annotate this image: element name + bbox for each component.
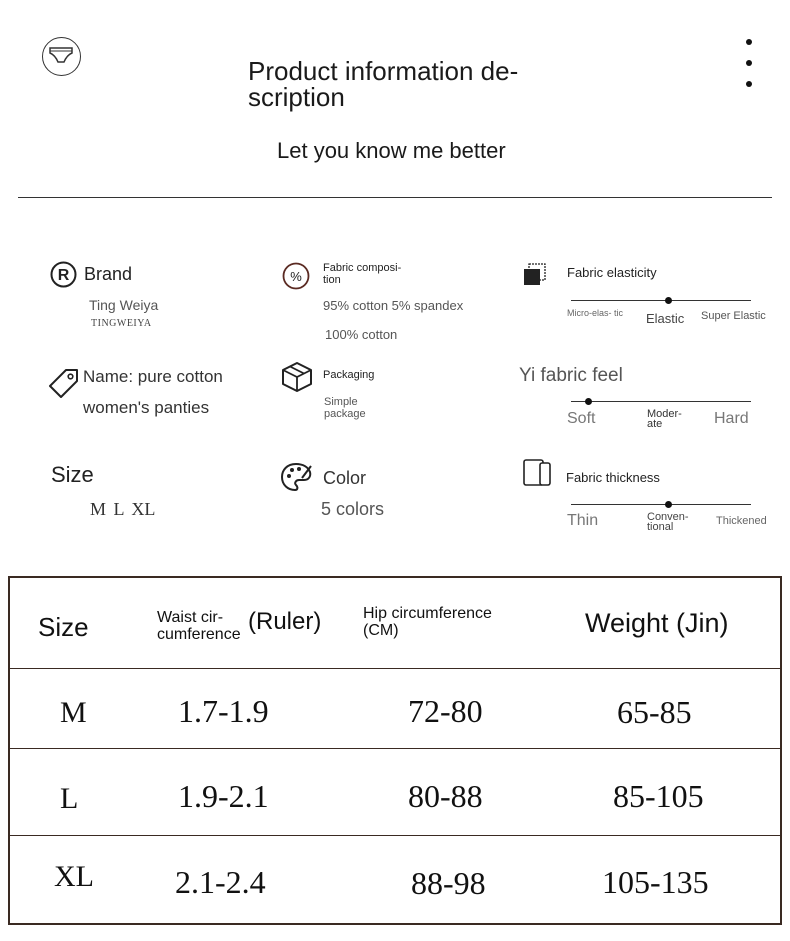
fabric-stack-icon [523, 263, 547, 292]
size-label: Size [51, 462, 94, 487]
feel-scale-line [571, 401, 751, 402]
header-divider [18, 197, 772, 198]
fabric-elasticity-label: Fabric elasticity [567, 265, 657, 280]
feel-level-3: Hard [714, 410, 749, 427]
color-label: Color [323, 468, 367, 488]
table-cell-waist: 2.1-2.4 [175, 864, 266, 900]
thickness-scale-marker [665, 501, 672, 508]
fabric-thickness-label: Fabric thickness [566, 470, 660, 485]
thickness-level-1: Thin [567, 512, 599, 529]
feel-level-1: Soft [567, 410, 596, 427]
packaging-value: Simple package [324, 396, 366, 420]
elasticity-level-2: Elastic [646, 311, 685, 326]
packaging-label: Packaging [323, 369, 375, 381]
svg-text:%: % [290, 269, 302, 284]
fabric-feel-label: Yi fabric feel [519, 365, 623, 386]
brand-label: Brand [84, 264, 133, 284]
product-name-line-2: women's panties [83, 398, 210, 417]
table-cell-waist: 1.9-2.1 [178, 778, 269, 814]
price-tag-icon [48, 367, 80, 404]
fabric-composition-value-1: 95% cotton 5% spandex [323, 298, 464, 313]
registered-icon [50, 261, 77, 293]
color-palette-icon [280, 462, 313, 497]
table-header-waist: Waist cir- cumference [157, 609, 241, 643]
svg-text:R: R [57, 267, 70, 284]
brand-logo-icon [42, 37, 81, 76]
table-cell-weight: 105-135 [602, 864, 709, 900]
table-cell-size: L [60, 782, 79, 815]
table-cell-hip: 72-80 [408, 693, 483, 729]
table-row-divider [10, 835, 780, 836]
fabric-composition-value-2: 100% cotton [325, 327, 398, 342]
table-cell-hip: 80-88 [408, 778, 483, 814]
table-row-divider [10, 668, 780, 669]
table-header-size: Size [38, 612, 89, 642]
table-cell-weight: 65-85 [617, 694, 692, 730]
table-cell-size: M [60, 696, 87, 729]
feel-level-2: Moder- ate [647, 408, 682, 430]
page-subtitle: Let you know me better [277, 138, 506, 163]
fabric-composition-label: Fabric composi- tion [323, 262, 402, 286]
more-menu-icon[interactable] [743, 37, 755, 91]
table-header-ruler: (Ruler) [248, 608, 322, 635]
feel-scale-marker [585, 398, 592, 405]
page-title: Product information de- scription [248, 56, 519, 112]
table-row-divider [10, 748, 780, 749]
table-cell-size: XL [54, 860, 94, 893]
elasticity-scale-marker [665, 297, 672, 304]
color-value: 5 colors [321, 499, 385, 519]
brand-name: Ting Weiya [89, 297, 159, 313]
package-box-icon [281, 361, 313, 398]
elasticity-scale-line [571, 300, 751, 301]
table-cell-hip: 88-98 [411, 865, 486, 901]
percent-icon [282, 262, 310, 295]
thickness-level-3: Thickened [716, 515, 767, 527]
thickness-scale-line [571, 504, 751, 505]
product-name-line-1: Name: pure cotton [83, 367, 223, 386]
thickness-level-2: Conven- tional [647, 511, 689, 533]
table-header-hip: Hip circumference (CM) [363, 605, 492, 639]
elasticity-level-1: Micro-elas- tic [567, 308, 624, 318]
table-cell-waist: 1.7-1.9 [178, 693, 269, 729]
table-cell-weight: 85-105 [613, 778, 704, 814]
thickness-icon [523, 459, 552, 491]
brand-name-en: TINGWEIYA [91, 318, 152, 329]
elasticity-level-3: Super Elastic [701, 310, 766, 322]
size-value: M L XL [90, 499, 156, 519]
table-header-weight: Weight (Jin) [585, 608, 729, 638]
